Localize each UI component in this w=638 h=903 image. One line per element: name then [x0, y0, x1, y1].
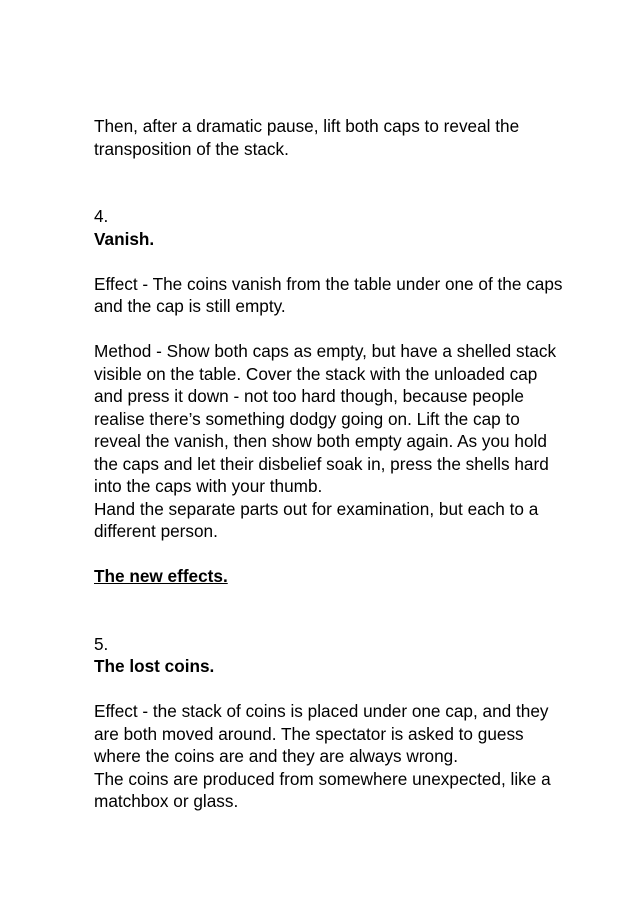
item-5-title: The lost coins.	[94, 656, 215, 676]
document-body	[94, 115, 564, 835]
item-4-title: Vanish.	[94, 228, 155, 249]
paragraph-vanish-method: Method - Show both caps as empty, but have a shelled stack visible on the table. Cover the stack with the unloaded cap and press it down - not too hard though, because people realise there’s something dodgy going on. Lift the cap to reveal the vanish, then show both empty again. As you hold the caps and let their disbelief soak in, press the shells hard into the caps with your thumb.	[94, 341, 557, 496]
item-5-heading	[94, 610, 564, 678]
paragraph-lost-effect: Effect - the stack of coins is placed under one cap, and they are both moved around. The spectator is asked to guess where the coins are and they are always wrong.	[94, 701, 549, 766]
item-5-number: 5.	[94, 633, 109, 654]
item-4-number: 4.	[94, 206, 109, 226]
item-4-heading	[94, 183, 564, 251]
paragraph-reveal: Then, after a dramatic pause, lift both caps to reveal the transposition of the stack.	[94, 116, 520, 159]
paragraph-vanish-method-2: Hand the separate parts out for examination, but each to a different person.	[94, 498, 539, 541]
paragraph-vanish-effect: Effect - The coins vanish from the table under one of the caps and the cap is still empty.	[94, 273, 563, 316]
section-title: The new effects.	[94, 566, 228, 586]
paragraph-lost-effect-2: The coins are produced from somewhere unexpected, like a matchbox or glass.	[94, 768, 551, 811]
